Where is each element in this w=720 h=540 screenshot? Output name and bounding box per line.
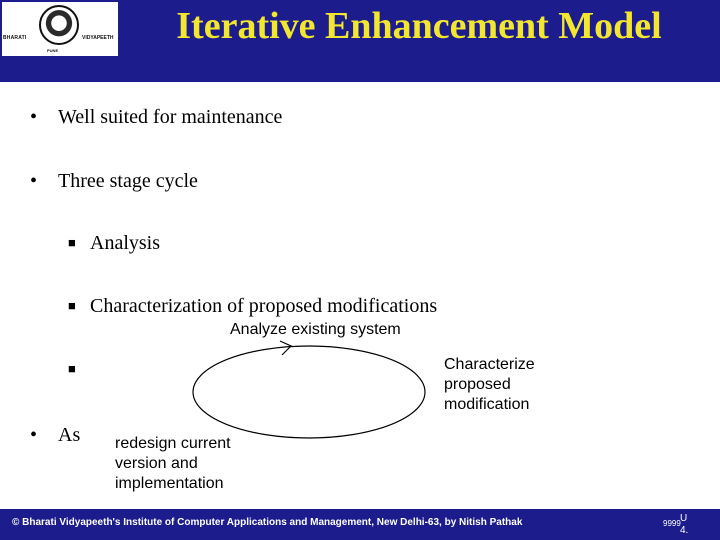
footer-credit: © Bharati Vidyapeeth's Institute of Computer Applications and Management, New Delhi-63, by Nitish Pathak: [12, 517, 523, 528]
square-bullet-icon: ■: [68, 235, 76, 250]
logo-bottom-text: PUNE: [47, 48, 59, 53]
square-bullet-icon: ■: [68, 361, 76, 376]
slide-title: Iterative Enhancement Model: [176, 5, 662, 47]
cycle-ellipse: [193, 346, 425, 438]
bullet-text: Three stage cycle: [58, 170, 198, 192]
footer-page-value: 4.: [680, 525, 689, 536]
footer-page-u: U: [680, 513, 688, 524]
square-bullet-icon: ■: [68, 298, 76, 313]
sub-bullet-text: Analysis: [90, 232, 160, 254]
diagram-label-analyze: Analyze existing system: [230, 321, 401, 338]
diagram-label-redesign: redesign current version and implementation: [115, 435, 231, 492]
bullet-dot-icon: •: [30, 424, 38, 446]
footer-bar: [0, 509, 720, 540]
diagram-label-characterize: Characterize proposed modification: [444, 356, 535, 413]
logo-right-text: VIDYAPEETH: [82, 35, 114, 41]
bullet-text: Well suited for maintenance: [58, 106, 283, 128]
cycle-arrowhead-icon: [280, 341, 291, 355]
bullet-text: As: [58, 424, 81, 446]
bullet-dot-icon: •: [30, 170, 38, 192]
bullet-dot-icon: •: [30, 106, 38, 128]
sub-bullet-text: Characterization of proposed modifications: [90, 295, 438, 317]
footer-page-number: [680, 513, 688, 537]
footer-page-small: 9999: [663, 519, 681, 528]
logo-left-text: BHARATI: [3, 35, 27, 41]
